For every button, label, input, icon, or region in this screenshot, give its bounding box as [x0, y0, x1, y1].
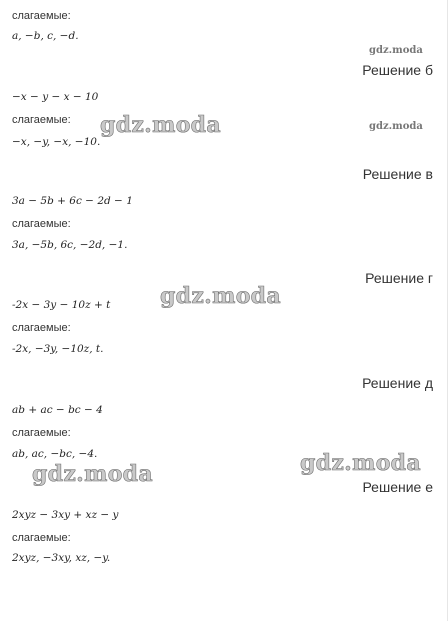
watermark: gdz.moda — [160, 283, 281, 309]
expression-g: -2x − 3y − 10z + t — [12, 299, 111, 311]
heading-e: Решение е — [362, 479, 433, 495]
expression-v: 3a − 5b + 6c − 2d − 1 — [12, 195, 133, 207]
terms-e: 2xyz, −3xy, xz, −y. — [12, 552, 111, 564]
terms-label: слагаемые: — [12, 10, 71, 22]
watermark: gdz.moda — [300, 450, 421, 476]
heading-b: Решение б — [362, 62, 433, 78]
terms-d: ab, ac, −bc, −4. — [12, 448, 98, 460]
heading-g: Решение г — [365, 270, 433, 286]
heading-d: Решение д — [362, 375, 433, 391]
watermark: gdz.moda — [32, 461, 153, 487]
terms-a: a, −b, c, −d. — [12, 30, 79, 42]
expression-d: ab + ac − bc − 4 — [12, 404, 103, 416]
terms-b: −x, −y, −x, −10. — [12, 136, 101, 148]
terms-label: слагаемые: — [12, 532, 71, 544]
expression-e: 2xyz − 3xy + xz − y — [12, 509, 119, 521]
watermark: gdz.moda — [100, 112, 221, 138]
terms-label: слагаемые: — [12, 218, 71, 230]
heading-v: Решение в — [362, 166, 433, 182]
watermark-small: gdz.moda — [369, 45, 423, 56]
terms-label: слагаемые: — [12, 322, 71, 334]
terms-g: -2x, −3y, −10z, t. — [12, 343, 104, 355]
terms-label: слагаемые: — [12, 427, 71, 439]
terms-label: слагаемые: — [12, 114, 71, 126]
terms-v: 3a, −5b, 6c, −2d, −1. — [12, 239, 128, 251]
expression-b: −x − y − x − 10 — [12, 91, 99, 103]
watermark-small: gdz.moda — [369, 121, 423, 132]
